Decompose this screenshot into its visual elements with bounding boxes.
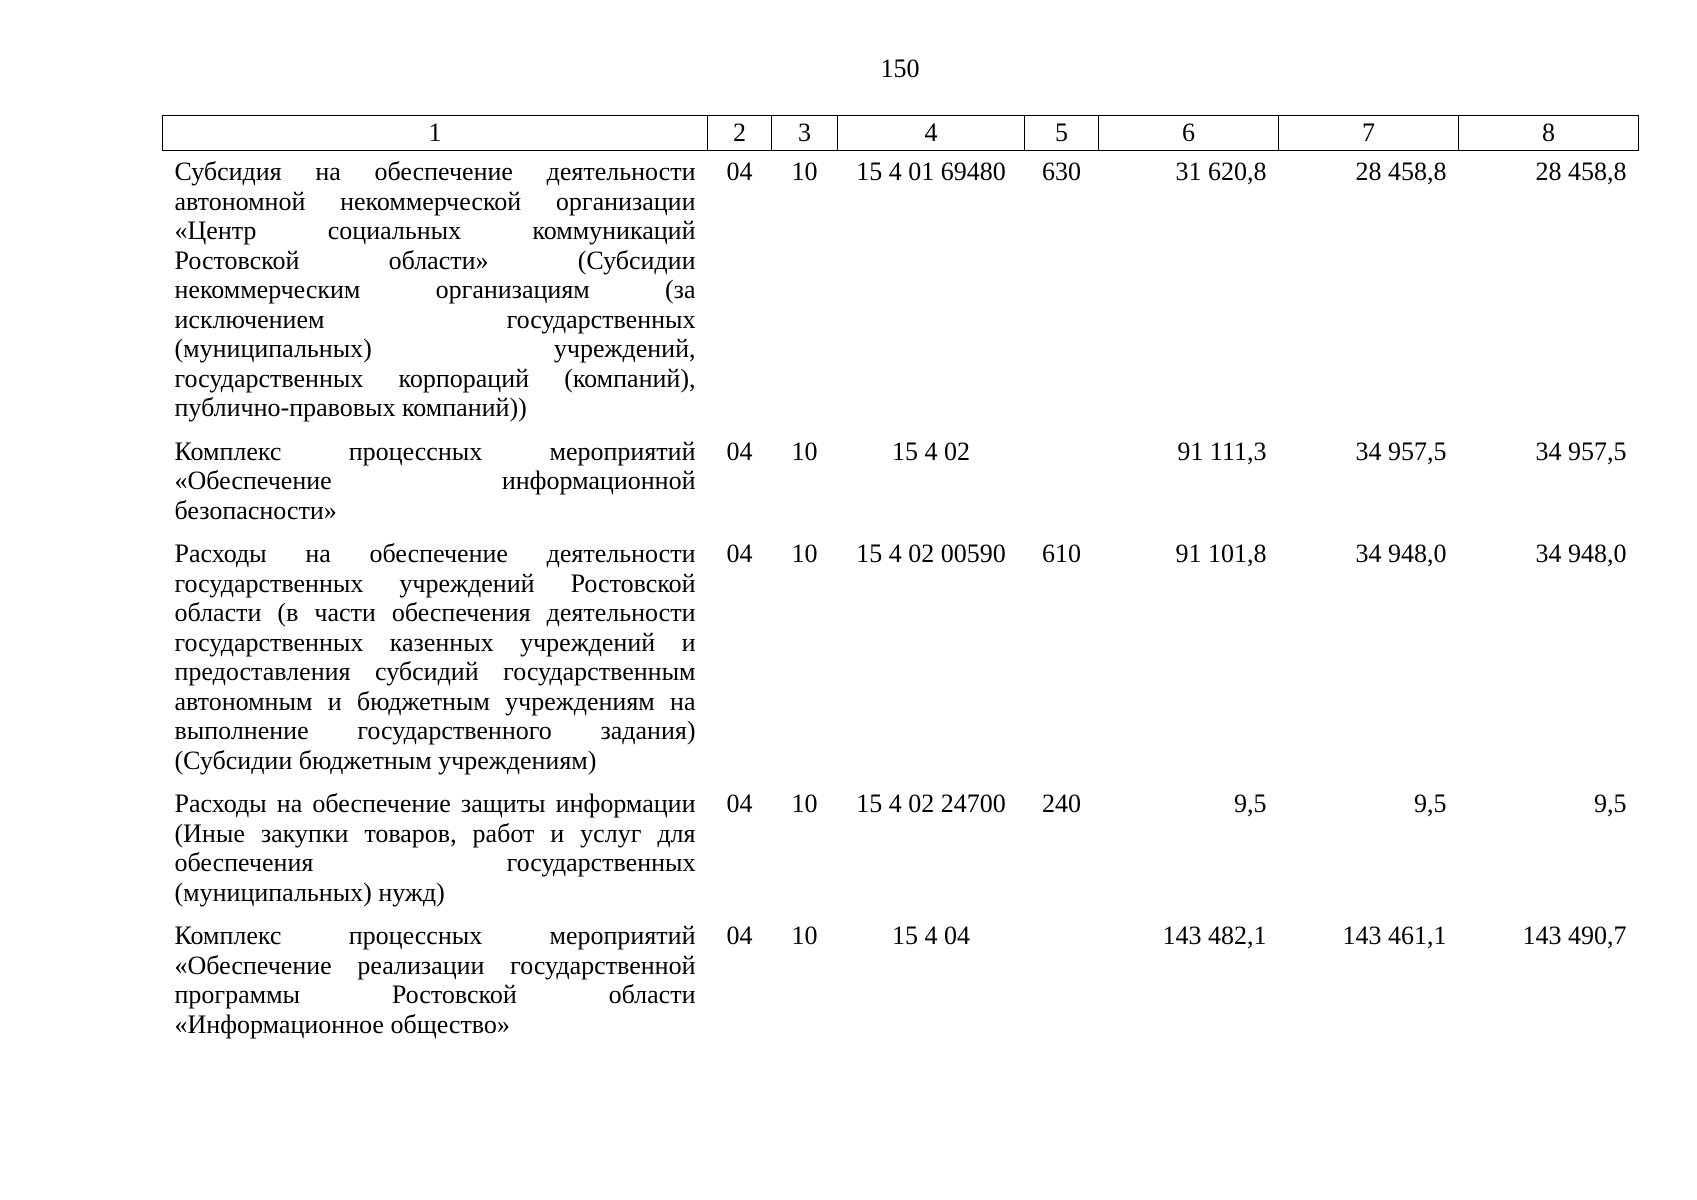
subsection-code: 10 xyxy=(791,539,818,568)
amount-col-8: 34 948,0 xyxy=(1535,539,1627,568)
amount-col-7: 34 948,0 xyxy=(1355,539,1447,568)
expense-type-code: 630 xyxy=(1042,157,1081,186)
table-row xyxy=(163,431,1639,534)
expense-type-code xyxy=(1025,431,1099,534)
amount-col-6: 31 620,8 xyxy=(1175,157,1267,186)
expense-name: Расходы на обеспечение защиты информации (Иные закупки товаров, работ и услуг для обеспечения государственных (муниципальных) нужд) xyxy=(174,789,696,907)
target-article-code: 15 4 02 00590 xyxy=(856,539,1006,568)
target-article-code: 15 4 01 69480 xyxy=(856,157,1006,186)
section-code: 04 xyxy=(726,436,753,466)
amount-col-6: 91 111,3 xyxy=(1177,436,1267,466)
target-article-code: 15 4 02 24700 xyxy=(856,789,1006,818)
expense-type-code: 240 xyxy=(1042,789,1081,818)
expense-type-code xyxy=(1025,915,1099,1047)
expense-name: Субсидия на обеспечение деятельности автономной некоммерческой организации «Центр социальных коммуникаций Ростовской области» (Субсидии некоммерческим организациям (за исключением государственных (муниципальных) учреждений, государственных корпораций (компаний), публично-правовых компаний)) xyxy=(174,157,696,422)
column-header-8: 8 xyxy=(1459,116,1639,151)
column-header-5: 5 xyxy=(1025,116,1099,151)
amount-col-6: 9,5 xyxy=(1234,789,1267,818)
expense-name: Расходы на обеспечение деятельности государственных учреждений Ростовской области (в части обеспечения деятельности государственных казенных учреждений и предоставления субсидий государственным автономным и бюджетным учреждениям на выполнение государственного задания) (Субсидии бюджетным учреждениям) xyxy=(174,539,696,775)
section-code: 04 xyxy=(726,539,753,568)
amount-col-7: 9,5 xyxy=(1414,789,1447,818)
expense-type-code: 610 xyxy=(1042,539,1081,568)
amount-col-7: 34 957,5 xyxy=(1355,436,1447,466)
column-header-6: 6 xyxy=(1099,116,1279,151)
table-row xyxy=(163,151,1639,431)
table-row xyxy=(163,533,1639,783)
subsection-code: 10 xyxy=(791,921,818,950)
page-number: 150 xyxy=(880,54,920,83)
expense-name: Комплекс процессных мероприятий «Обеспечение информационной безопасности» xyxy=(174,436,696,525)
section-code: 04 xyxy=(726,157,753,186)
column-header-4: 4 xyxy=(838,116,1025,151)
column-header-2: 2 xyxy=(708,116,772,151)
amount-col-7: 28 458,8 xyxy=(1355,157,1447,186)
target-article-code: 15 4 02 xyxy=(892,436,970,466)
target-article-code: 15 4 04 xyxy=(892,921,970,950)
table-header-row xyxy=(163,116,1639,151)
column-header-1: 1 xyxy=(163,116,708,151)
amount-col-8: 9,5 xyxy=(1594,789,1627,818)
amount-col-8: 34 957,5 xyxy=(1535,436,1627,466)
amount-col-8: 28 458,8 xyxy=(1535,157,1627,186)
subsection-code: 10 xyxy=(791,157,818,186)
expense-name: Комплекс процессных мероприятий «Обеспечение реализации государственной программы Ростовской области «Информационное общество» xyxy=(174,921,696,1039)
amount-col-6: 143 482,1 xyxy=(1162,921,1267,950)
amount-col-8: 143 490,7 xyxy=(1522,921,1627,950)
subsection-code: 10 xyxy=(791,789,818,818)
section-code: 04 xyxy=(726,921,753,950)
column-header-7: 7 xyxy=(1279,116,1459,151)
table-row xyxy=(163,783,1639,915)
section-code: 04 xyxy=(726,789,753,818)
column-header-3: 3 xyxy=(772,116,838,151)
subsection-code: 10 xyxy=(791,436,818,466)
amount-col-7: 143 461,1 xyxy=(1342,921,1447,950)
table-row xyxy=(163,915,1639,1047)
amount-col-6: 91 101,8 xyxy=(1175,539,1267,568)
budget-table xyxy=(162,115,1639,1047)
